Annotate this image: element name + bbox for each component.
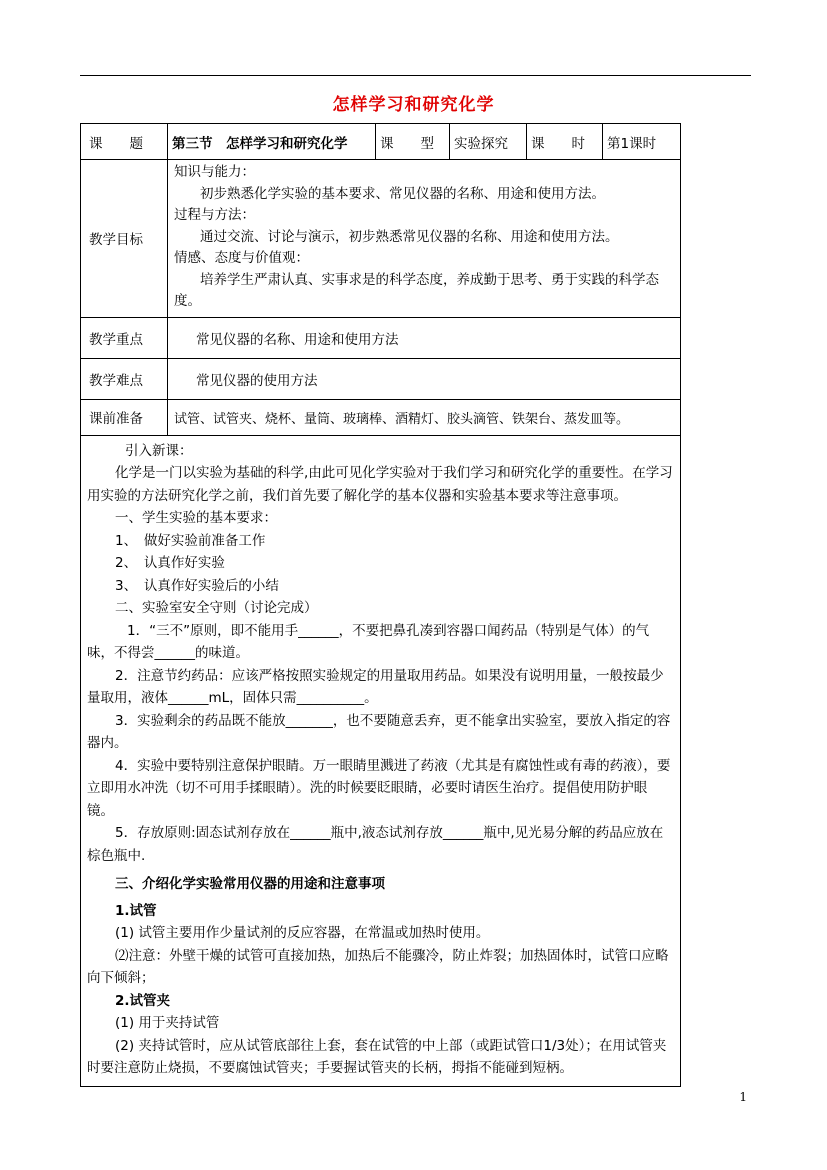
objective-text-process: 通过交流、讨论与演示，初步熟悉常见仪器的名称、用途和使用方法。 <box>200 228 619 245</box>
safety-rule-2: 2．注意节约药品：应该严格按照实验规定的用量取用药品。如果没有说明用量，一般按最少量取用，液体______mL，固体只需__________。 <box>87 667 664 706</box>
section3-heading: 三、介绍化学实验常用仪器的用途和注意事项 <box>115 876 385 892</box>
hours-value: 第1课时 <box>603 124 681 160</box>
key-points-label: 教学重点 <box>81 317 168 358</box>
preparation-row <box>81 399 681 435</box>
objectives-row <box>81 160 681 318</box>
objective-text-attitude: 培养学生严肃认真、实事求是的科学态度，养成勤于思考、勇于实践的科学态度。 <box>174 271 659 309</box>
objective-heading-attitude: 情感、态度与价值观： <box>174 250 309 266</box>
page-title: 怎样学习和研究化学 <box>332 95 495 115</box>
difficulties-label: 教学难点 <box>81 358 168 399</box>
intro-text: 化学是一门以实验为基础的科学,由此可见化学实验对于我们学习和研究化学的重要性。在学习用实验的方法研究化学之前，我们首先要了解化学的基本仪器和实验基本要求等注意事项。 <box>87 465 673 504</box>
key-points-row <box>81 317 681 358</box>
tube-holder-notes: (2) 夹持试管时，应从试管底部往上套，套在试管的中上部（或距试管口1/3处）；在用试管夹时要注意防止烧损，不要腐蚀试管夹；手要握试管夹的长柄，拇指不能碰到短柄。 <box>87 1037 667 1076</box>
type-label: 课 型 <box>376 124 450 160</box>
content-row <box>81 435 681 1086</box>
preparation-value: 试管、试管夹、烧杯、量筒、玻璃棒、酒精灯、胶头滴管、铁架台、蒸发皿等。 <box>168 399 681 435</box>
test-tube-usage: (1) 试管主要用作少量试剂的反应容器，在常温或加热时使用。 <box>115 925 490 941</box>
page-number: 1 <box>739 1090 747 1104</box>
difficulties-row <box>81 358 681 399</box>
lesson-plan-table <box>80 123 681 1087</box>
test-tube-notes: ⑵注意：外壁干燥的试管可直接加热，加热后不能骤冷，防止炸裂；加热固体时，试管口应略向下倾斜； <box>87 947 669 986</box>
difficulties-value: 常见仪器的使用方法 <box>168 358 681 399</box>
header-rule <box>80 75 751 76</box>
safety-rule-1: 1．“三不”原则，即不能用手______，不要把鼻孔凑到容器口闻药品（特别是气体）的气味，不得尝______的味道。 <box>87 622 650 661</box>
lesson-content <box>81 435 681 1086</box>
key-points-value: 常见仪器的名称、用途和使用方法 <box>168 317 681 358</box>
safety-rule-5: 5．存放原则:固态试剂存放在______瓶中,液态试剂存放______瓶中,见光易分解的药品应放在棕色瓶中. <box>87 825 664 864</box>
objectives-label: 教学目标 <box>81 160 168 318</box>
section1-item-3: 3、 认真作好实验后的小结 <box>115 577 279 594</box>
safety-rule-3: 3．实验剩余的药品既不能放_______，也不要随意丢弃，更不能拿出实验室，要放入指定的容器内。 <box>87 712 671 751</box>
type-value: 实验探究 <box>450 124 527 160</box>
test-tube-heading: 1.试管 <box>115 902 157 919</box>
safety-rule-4: 4．实验中要特别注意保护眼睛。万一眼睛里溅进了药液（尤其是有腐蚀性或有毒的药液），要立即用水冲洗（切不可用手揉眼睛）。洗的时候要眨眼睛，必要时请医生治疗。提倡使用防护眼镜。 <box>87 757 671 819</box>
preparation-label: 课前准备 <box>81 399 168 435</box>
topic-label: 课 题 <box>81 124 168 160</box>
section1-item-2: 2、 认真作好实验 <box>115 555 225 571</box>
hours-label: 课 时 <box>527 124 603 160</box>
section1-heading: 一、学生实验的基本要求： <box>115 510 277 526</box>
objective-heading-process: 过程与方法： <box>174 207 255 223</box>
objectives-content <box>168 160 681 318</box>
section1-item-1: 1、 做好实验前准备工作 <box>115 532 266 549</box>
intro-heading: 引入新课： <box>125 442 193 459</box>
objective-heading-knowledge: 知识与能力： <box>174 164 255 180</box>
section2-heading: 二、实验室安全守则（讨论完成） <box>115 600 318 616</box>
topic-value: 第三节 怎样学习和研究化学 <box>168 124 376 160</box>
objective-text-knowledge: 初步熟悉化学实验的基本要求、常见仪器的名称、用途和使用方法。 <box>200 185 605 202</box>
tube-holder-heading: 2.试管夹 <box>115 992 171 1009</box>
tube-holder-usage: (1) 用于夹持试管 <box>115 1015 220 1031</box>
header-row <box>81 124 681 160</box>
